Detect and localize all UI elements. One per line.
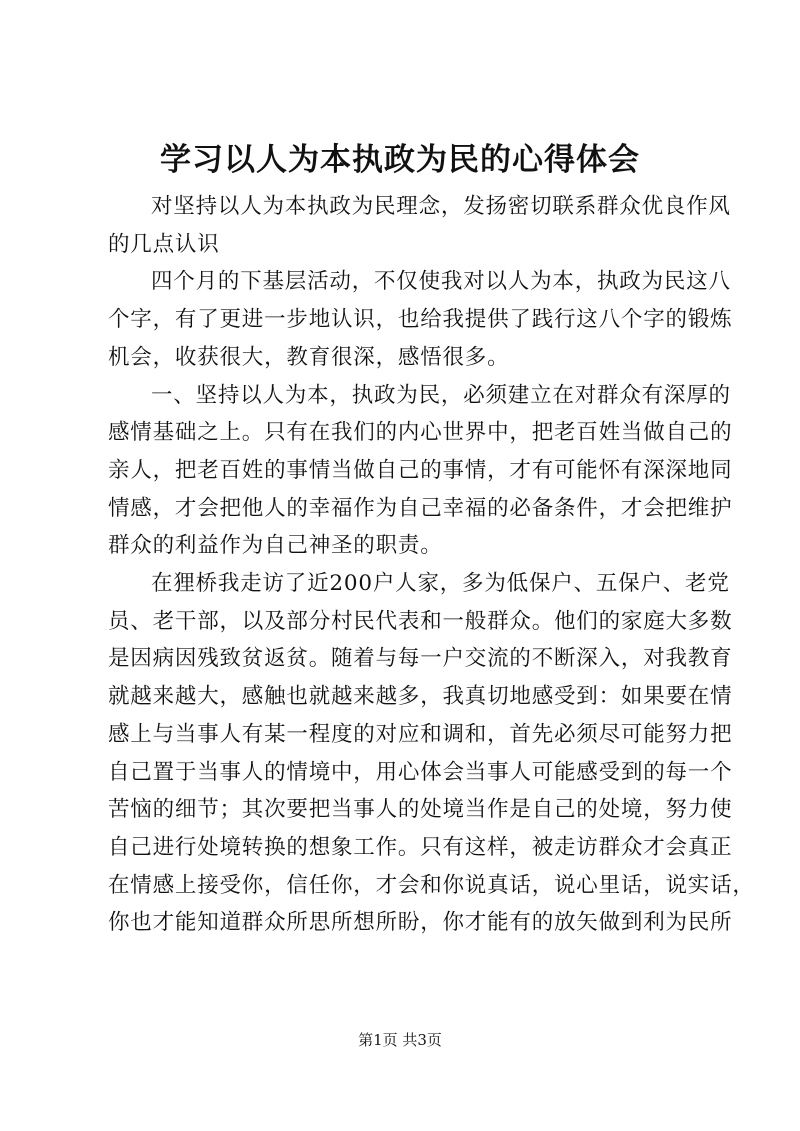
text-line: 你也才能知道群众所思所想所盼，你才能有的放矢做到利为民所 xyxy=(108,910,733,936)
text-line: 员、老干部，以及部分村民代表和一般群众。他们的家庭大多数 xyxy=(108,608,733,634)
text-line: 情感，才会把他人的幸福作为自己幸福的必备条件，才会把维护 xyxy=(108,495,733,521)
text-line: 感情基础之上。只有在我们的内心世界中，把老百姓当做自己的 xyxy=(108,420,733,446)
text-line: 在情感上接受你，信任你，才会和你说真话，说心里话，说实话， xyxy=(108,872,755,898)
paragraph-activity xyxy=(108,263,733,376)
text-line: 在狸桥我走访了近200户人家，多为低保户、五保户、老党 xyxy=(151,571,730,597)
text-line: 一、坚持以人为本，执政为民，必须建立在对群众有深厚的 xyxy=(151,382,731,408)
text-line: 对坚持以人为本执政为民理念，发扬密切联系群众优良作风 xyxy=(151,194,731,219)
text-line: 就越来越大，感触也就越来越多，我真切地感受到：如果要在情 xyxy=(108,684,733,710)
text-line: 四个月的下基层活动，不仅使我对以人为本，执政为民这八 xyxy=(151,269,731,295)
document-body xyxy=(108,188,755,942)
text-line: 机会，收获很大，教育很深，感悟很多。 xyxy=(108,344,510,370)
text-line: 感上与当事人有某一程度的对应和调和，首先必须尽可能努力把 xyxy=(108,721,733,747)
text-line: 个字，有了更进一步地认识，也给我提供了践行这八个字的锻炼 xyxy=(108,307,733,333)
text-line: 的几点认识 xyxy=(108,231,220,257)
document-title: 学习以人为本执政为民的心得体会 xyxy=(160,142,640,178)
text-line: 苦恼的细节；其次要把当事人的处境当作是自己的处境，努力使 xyxy=(108,797,733,823)
text-line: 亲人，把老百姓的事情当做自己的事情，才有可能怀有深深地同 xyxy=(108,457,733,483)
page-footer: 第1页 共3页 xyxy=(358,1031,442,1049)
paragraph-point-one xyxy=(108,377,733,566)
text-line: 自己进行处境转换的想象工作。只有这样，被走访群众才会真正 xyxy=(108,834,733,860)
paragraph-visits xyxy=(108,565,755,942)
text-line: 自己置于当事人的情境中，用心体会当事人可能感受到的每一个 xyxy=(108,759,733,785)
paragraph-intro xyxy=(108,188,731,263)
text-line: 群众的利益作为自己神圣的职责。 xyxy=(108,533,443,559)
text-line: 是因病因残致贫返贫。随着与每一户交流的不断深入，对我教育 xyxy=(108,646,733,672)
